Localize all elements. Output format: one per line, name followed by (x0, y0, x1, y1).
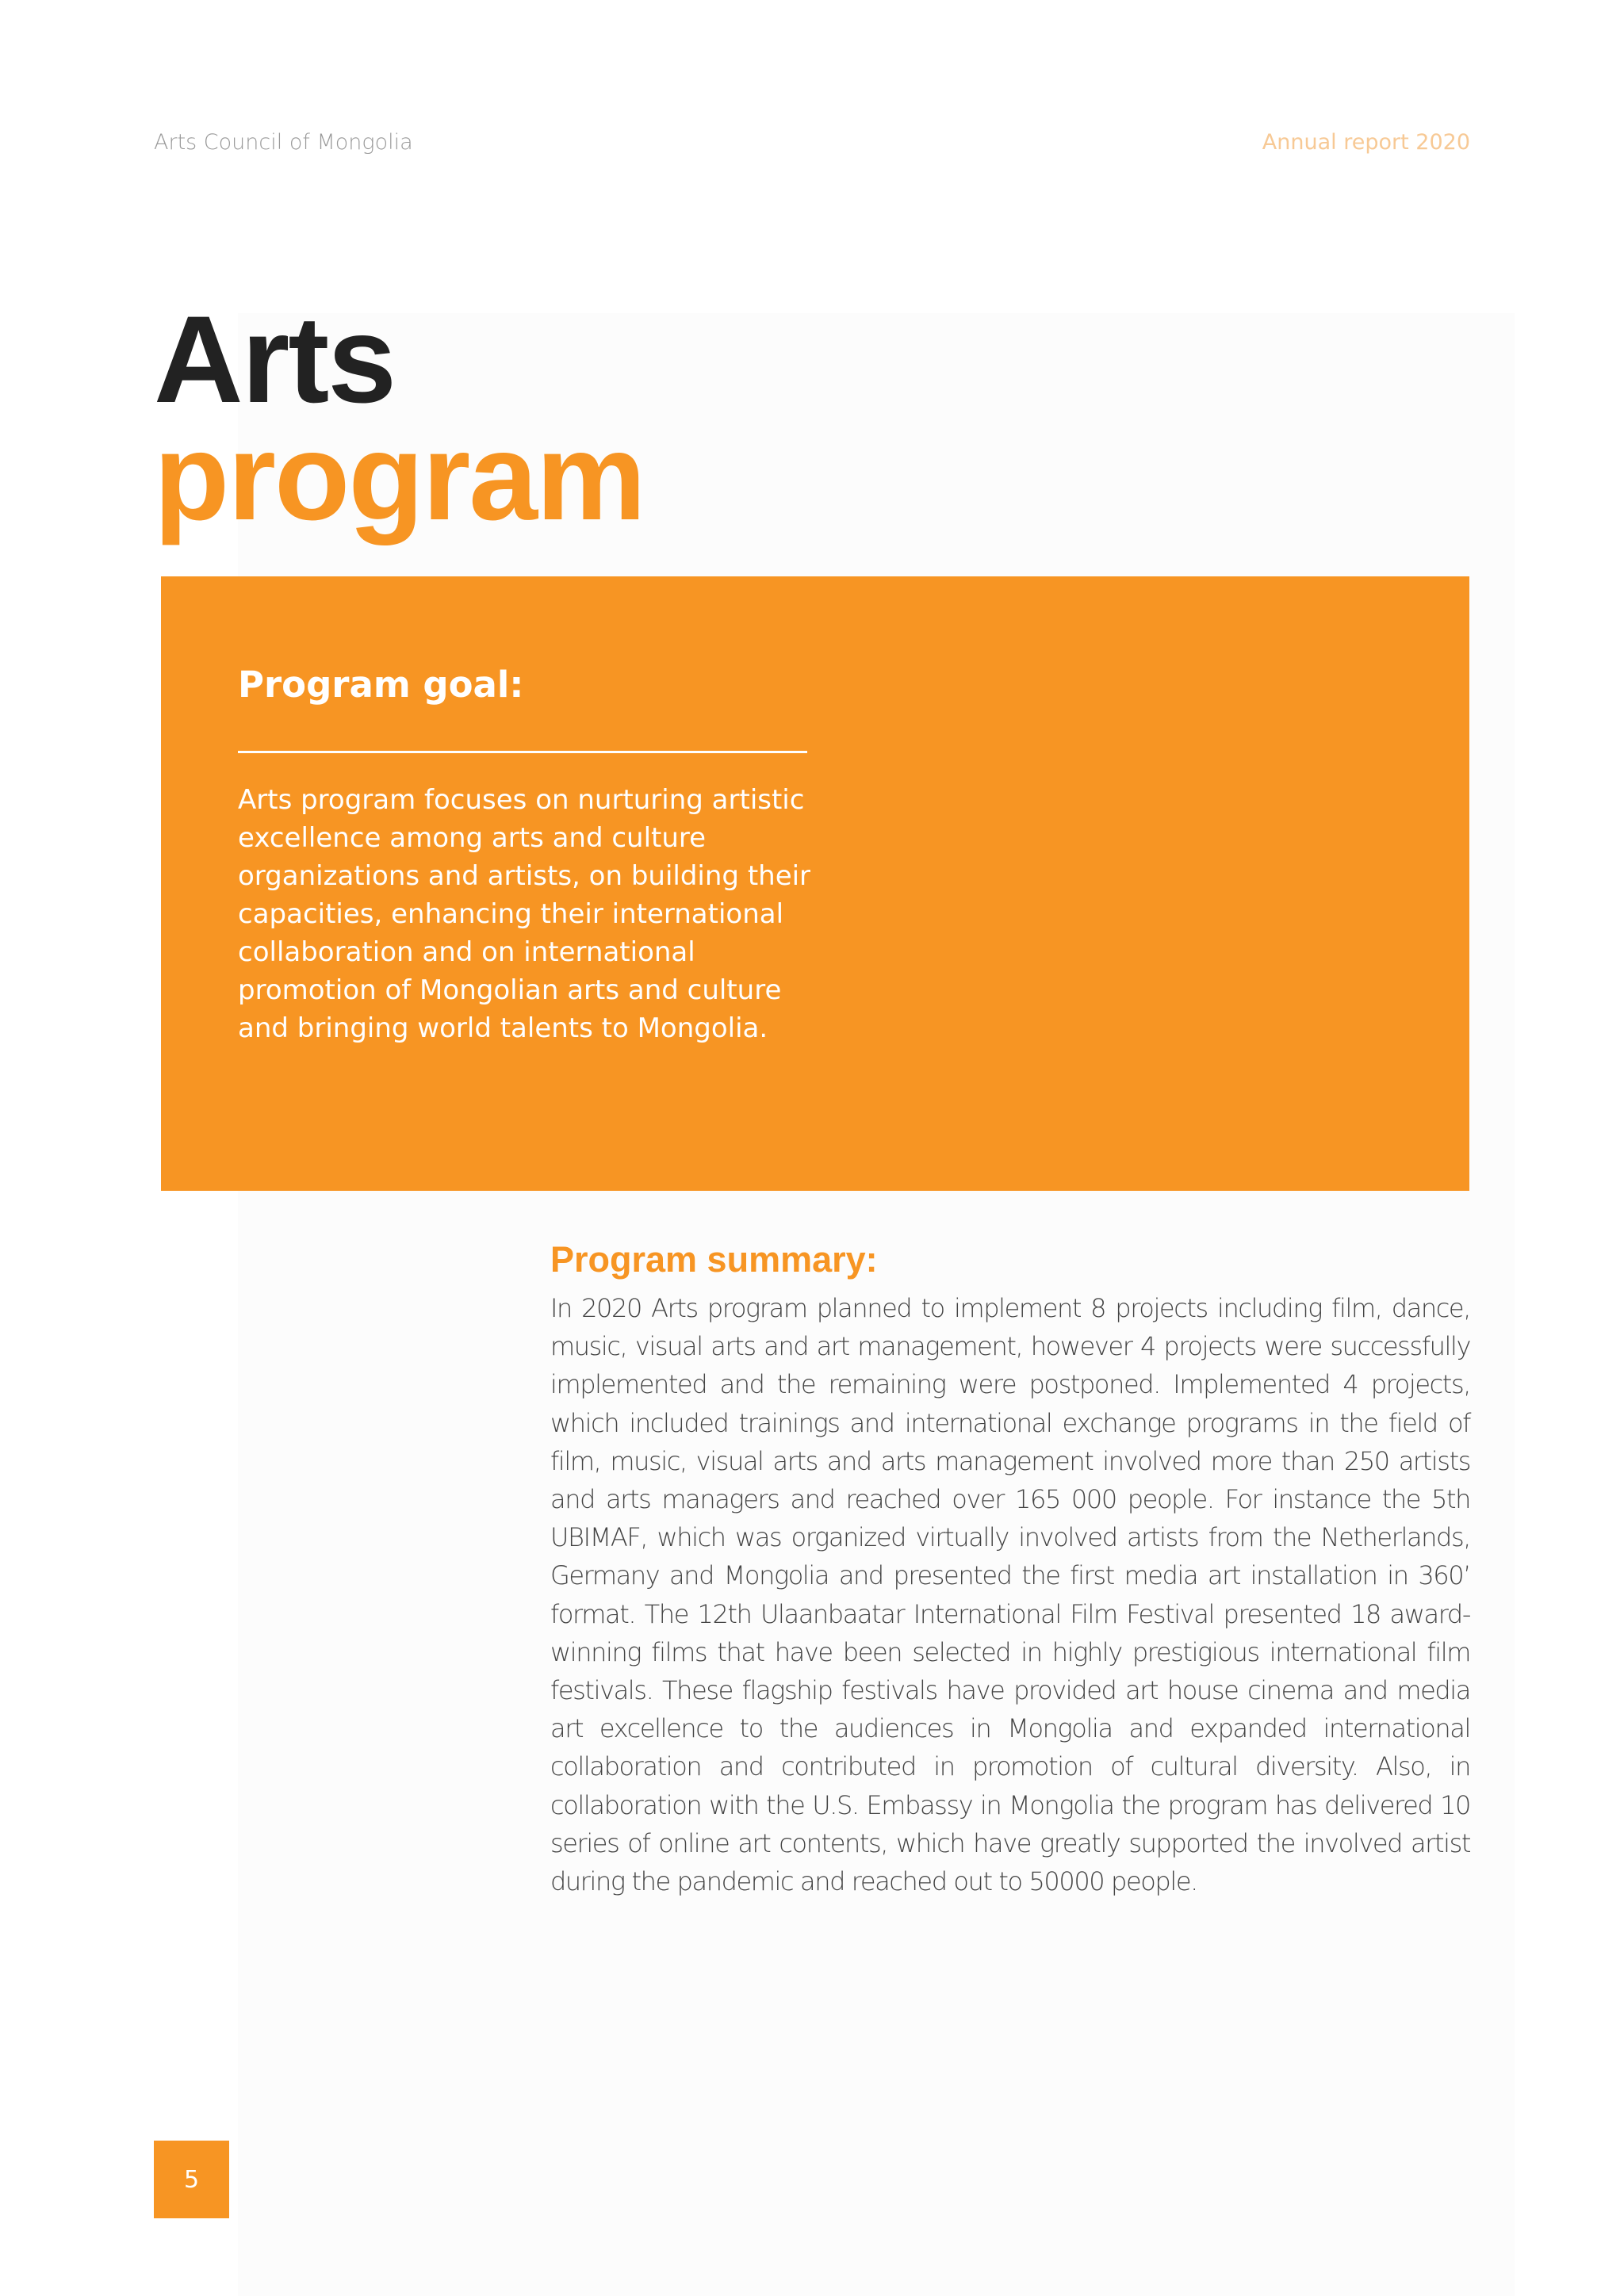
page-title-line-1: Arts (154, 291, 396, 429)
page-title-line-2: program (154, 408, 645, 546)
header-report-title: Annual report 2020 (1262, 130, 1470, 155)
program-goal-divider (238, 751, 807, 753)
program-goal-text: Arts program focuses on nurturing artistic excellence among arts and culture organizations and artists, on building their capacities, enhancing their international collaboration and on international promotion of Mongolian arts and culture and bringing world talents to Mongolia. (238, 784, 811, 1044)
header-organization: Arts Council of Mongolia (154, 130, 413, 155)
program-goal-box (161, 576, 1469, 1191)
page-number: 5 (183, 2165, 200, 2194)
program-summary-text: In 2020 Arts program planned to implement 8 projects including film, dance, music, visual arts and art management, however 4 projects were successfully implemented and the remaining were postponed. Implemented 4 projects, which included trainings and international exchange programs in the field of film, music, visual arts and arts management involved more than 250 artists and arts managers and reached over 165 000 people. For instance the 5th UBIMAF, which was organized virtually involved artists from the Netherlands, Germany and Mongolia and presented the first media art installation in 360’ format. The 12th Ulaanbaatar International Film Festival presented 18 award-winning films that have been selected in highly prestigious international film festivals. These flagship festivals have provided art house cinema and media art excellence to the audiences in Mongolia and expanded international collaboration and contributed in promotion of cultural diversity. Also, in collaboration with the U.S. Embassy in Mongolia the program has delivered 10 series of online art contents, which have greatly supported the involved artist during the pandemic and reached out to 50000 people. (550, 1293, 1470, 1897)
page-number-badge (154, 2141, 229, 2218)
program-summary-heading: Program summary: (550, 1239, 878, 1280)
page-title (154, 291, 645, 546)
program-goal-heading: Program goal: (238, 664, 524, 706)
